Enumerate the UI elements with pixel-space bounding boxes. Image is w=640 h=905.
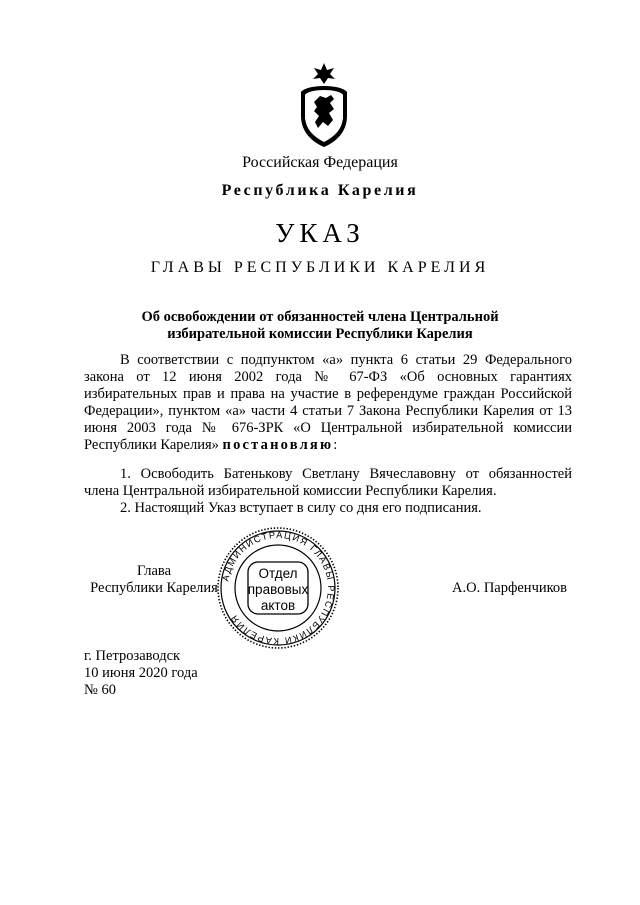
seal-ring-path-text: АДМИНИСТРАЦИЯ ГЛАВЫ РЕСПУБЛИКИ КАРЕЛИЯ [220,529,337,647]
decree-colon: : [333,437,338,453]
seal-box-line-1: Отдел [258,566,298,581]
decree-subject [0,309,640,343]
signatory-title [84,563,224,597]
city: г. Петрозаводск [84,648,181,664]
seal-box-line-3: актов [260,598,296,613]
country-name: Российская Федерация [242,154,398,171]
issuer: ГЛАВЫ РЕСПУБЛИКИ КАРЕЛИЯ [150,259,490,276]
republic-name: Республика Карелия [221,182,419,199]
preamble-paragraph [84,352,572,454]
decree-date: 10 июня 2020 года [84,665,198,681]
signatory-title-line-1: Глава [136,563,172,579]
document-type: УКАЗ [275,218,365,248]
signatory-title-line-2: Республики Карелия [90,580,218,596]
decree-item-2: 2. Настоящий Указ вступает в силу со дня его подписания. [120,500,482,516]
coat-of-arms-icon [298,62,350,148]
place-date-number [84,648,198,699]
decree-word: постановляю [222,437,334,453]
official-seal [215,525,341,651]
star-icon [313,63,335,84]
subject-line-2: избирательной комиссии Республики Карелия [167,326,473,342]
preamble-text: В соответствии с подпунктом «а» пункта 6 статьи 29 Федерального закона от 12 июня 2002 года № 67-ФЗ «Об основных гарантиях избирательных прав и права на участие в референдуме граждан Российской Федерации», пунктом «а» части 4 статьи 7 Закона Республики Карелия от 13 июня 2003 года № 676-ЗРК «О Центральной избирательной комиссии Республики Карелия» [84,352,572,453]
decree-item-1: 1. Освободить Батенькову Светлану Вячеславовну от обязанностей члена Центральной избирательной комиссии Республики Карелия. [84,466,572,499]
signatory-name: А.О. Парфенчиков [452,580,568,596]
decree-number: № 60 [84,682,116,698]
seal-box-line-2: правовых [247,582,309,597]
subject-line-1: Об освобождении от обязанностей члена Центральной [141,309,499,325]
